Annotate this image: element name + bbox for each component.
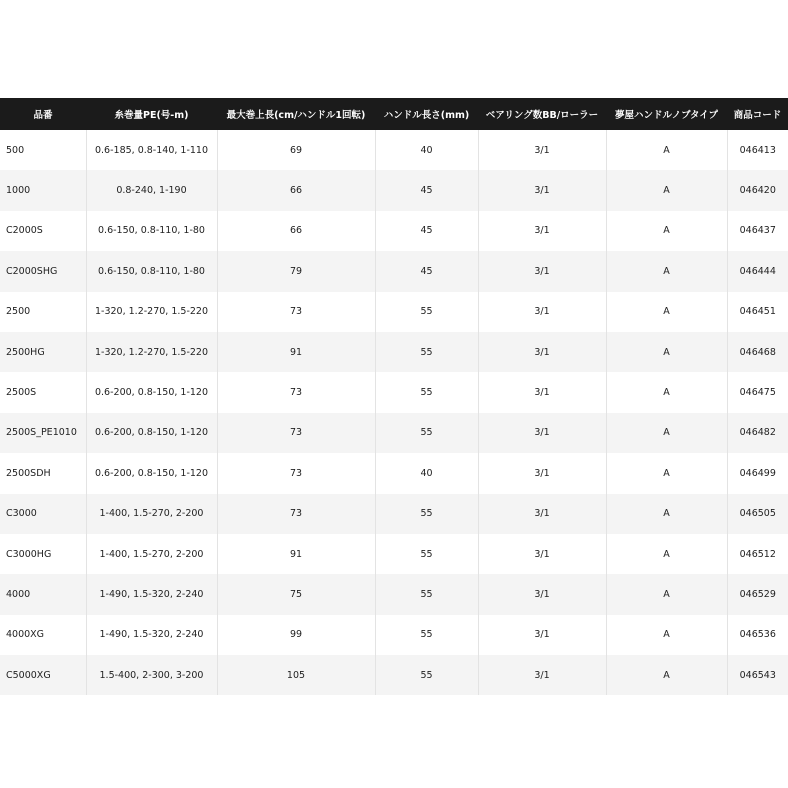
cell-line-capacity: 0.6-200, 0.8-150, 1-120 [86, 453, 217, 493]
cell-model: 1000 [0, 170, 86, 210]
cell-max-retrieve: 91 [217, 534, 375, 574]
cell-product-code: 046468 [739, 346, 776, 358]
cell-model: 2500HG [0, 332, 86, 372]
cell-handle-length: 55 [375, 332, 478, 372]
cell-max-retrieve: 79 [217, 251, 375, 291]
cell-max-retrieve: 73 [217, 413, 375, 453]
cell-model: 2500SDH [0, 453, 86, 493]
cell-bearings: 3/1 [478, 130, 606, 170]
cell-handle-length: 40 [375, 453, 478, 493]
cell-bearings: 3/1 [478, 534, 606, 574]
table-row [0, 332, 788, 372]
cell-handle-length: 45 [375, 251, 478, 291]
cell-product-code: 046543 [739, 669, 776, 681]
spec-table [0, 98, 788, 695]
table-row [0, 534, 788, 574]
table-row [0, 292, 788, 332]
cell-product-code: 046482 [739, 427, 776, 439]
cell-bearings: 3/1 [478, 494, 606, 534]
cell-line-capacity: 1-490, 1.5-320, 2-240 [86, 574, 217, 614]
cell-max-retrieve: 73 [217, 292, 375, 332]
cell-model: 2500 [0, 292, 86, 332]
cell-line-capacity: 0.8-240, 1-190 [86, 170, 217, 210]
cell-bearings: 3/1 [478, 292, 606, 332]
cell-product-code: 046451 [739, 306, 776, 318]
cell-model: C5000XG [0, 655, 86, 695]
table-row [0, 453, 788, 493]
table-row [0, 372, 788, 412]
cell-line-capacity: 0.6-185, 0.8-140, 1-110 [86, 130, 217, 170]
cell-handle-length: 55 [375, 413, 478, 453]
cell-handle-length: 45 [375, 170, 478, 210]
cell-handle-length: 55 [375, 615, 478, 655]
cell-bearings: 3/1 [478, 655, 606, 695]
cell-max-retrieve: 66 [217, 211, 375, 251]
header-max-retrieve: 最大巻上長(cm/ハンドル1回転) [226, 110, 366, 121]
table-row [0, 413, 788, 453]
header-product-code: 商品コード [733, 110, 782, 121]
table-row [0, 130, 788, 170]
header-model: 品番 [33, 110, 53, 121]
cell-knob-type: A [606, 372, 727, 412]
table-row [0, 251, 788, 291]
cell-bearings: 3/1 [478, 615, 606, 655]
cell-product-code: 046413 [739, 144, 776, 156]
cell-knob-type: A [606, 332, 727, 372]
cell-bearings: 3/1 [478, 170, 606, 210]
cell-model: C2000SHG [0, 251, 86, 291]
cell-knob-type: A [606, 130, 727, 170]
header-handle-length: ハンドル長さ(mm) [383, 110, 470, 121]
cell-knob-type: A [606, 211, 727, 251]
cell-max-retrieve: 91 [217, 332, 375, 372]
cell-bearings: 3/1 [478, 574, 606, 614]
spec-table-container [0, 98, 788, 695]
header-bearings: ベアリング数BB/ローラー [485, 110, 599, 121]
table-row [0, 494, 788, 534]
cell-bearings: 3/1 [478, 453, 606, 493]
cell-model: C2000S [0, 211, 86, 251]
table-body [0, 130, 788, 695]
cell-line-capacity: 1-400, 1.5-270, 2-200 [86, 534, 217, 574]
table-row [0, 211, 788, 251]
cell-max-retrieve: 73 [217, 494, 375, 534]
cell-line-capacity: 1-400, 1.5-270, 2-200 [86, 494, 217, 534]
cell-product-code: 046529 [739, 588, 776, 600]
cell-model: 2500S [0, 372, 86, 412]
cell-model: 4000 [0, 574, 86, 614]
header-line-capacity: 糸巻量PE(号-m) [114, 110, 189, 121]
table-row [0, 170, 788, 210]
cell-max-retrieve: 66 [217, 170, 375, 210]
header-row [0, 98, 788, 130]
cell-handle-length: 55 [375, 655, 478, 695]
cell-model: C3000HG [0, 534, 86, 574]
header-knob-type: 夢屋ハンドルノブタイプ [615, 110, 718, 121]
table-row [0, 655, 788, 695]
cell-knob-type: A [606, 615, 727, 655]
cell-product-code: 046475 [739, 387, 776, 399]
cell-max-retrieve: 99 [217, 615, 375, 655]
cell-handle-length: 40 [375, 130, 478, 170]
cell-knob-type: A [606, 574, 727, 614]
cell-handle-length: 45 [375, 211, 478, 251]
cell-product-code: 046499 [739, 467, 776, 479]
cell-max-retrieve: 69 [217, 130, 375, 170]
cell-bearings: 3/1 [478, 211, 606, 251]
cell-bearings: 3/1 [478, 332, 606, 372]
cell-knob-type: A [606, 453, 727, 493]
cell-product-code: 046444 [739, 265, 776, 277]
cell-bearings: 3/1 [478, 251, 606, 291]
cell-knob-type: A [606, 170, 727, 210]
table-row [0, 615, 788, 655]
cell-line-capacity: 0.6-150, 0.8-110, 1-80 [86, 211, 217, 251]
cell-model: 500 [0, 130, 86, 170]
cell-model: 2500S_PE1010 [0, 413, 86, 453]
cell-bearings: 3/1 [478, 372, 606, 412]
cell-knob-type: A [606, 534, 727, 574]
cell-max-retrieve: 105 [217, 655, 375, 695]
cell-product-code: 046536 [739, 629, 776, 641]
cell-bearings: 3/1 [478, 413, 606, 453]
cell-max-retrieve: 73 [217, 372, 375, 412]
cell-handle-length: 55 [375, 292, 478, 332]
cell-max-retrieve: 73 [217, 453, 375, 493]
cell-product-code: 046505 [739, 508, 776, 520]
cell-model: 4000XG [0, 615, 86, 655]
cell-handle-length: 55 [375, 494, 478, 534]
cell-line-capacity: 1.5-400, 2-300, 3-200 [86, 655, 217, 695]
cell-line-capacity: 0.6-200, 0.8-150, 1-120 [86, 413, 217, 453]
table-row [0, 574, 788, 614]
cell-knob-type: A [606, 292, 727, 332]
table-header [0, 98, 788, 130]
cell-knob-type: A [606, 251, 727, 291]
cell-handle-length: 55 [375, 372, 478, 412]
cell-line-capacity: 0.6-150, 0.8-110, 1-80 [86, 251, 217, 291]
cell-knob-type: A [606, 655, 727, 695]
cell-handle-length: 55 [375, 574, 478, 614]
cell-product-code: 046437 [739, 225, 776, 237]
cell-handle-length: 55 [375, 534, 478, 574]
cell-line-capacity: 1-490, 1.5-320, 2-240 [86, 615, 217, 655]
cell-line-capacity: 1-320, 1.2-270, 1.5-220 [86, 332, 217, 372]
cell-knob-type: A [606, 413, 727, 453]
cell-product-code: 046512 [739, 548, 776, 560]
cell-line-capacity: 0.6-200, 0.8-150, 1-120 [86, 372, 217, 412]
cell-product-code: 046420 [739, 185, 776, 197]
cell-model: C3000 [0, 494, 86, 534]
cell-knob-type: A [606, 494, 727, 534]
cell-max-retrieve: 75 [217, 574, 375, 614]
cell-line-capacity: 1-320, 1.2-270, 1.5-220 [86, 292, 217, 332]
